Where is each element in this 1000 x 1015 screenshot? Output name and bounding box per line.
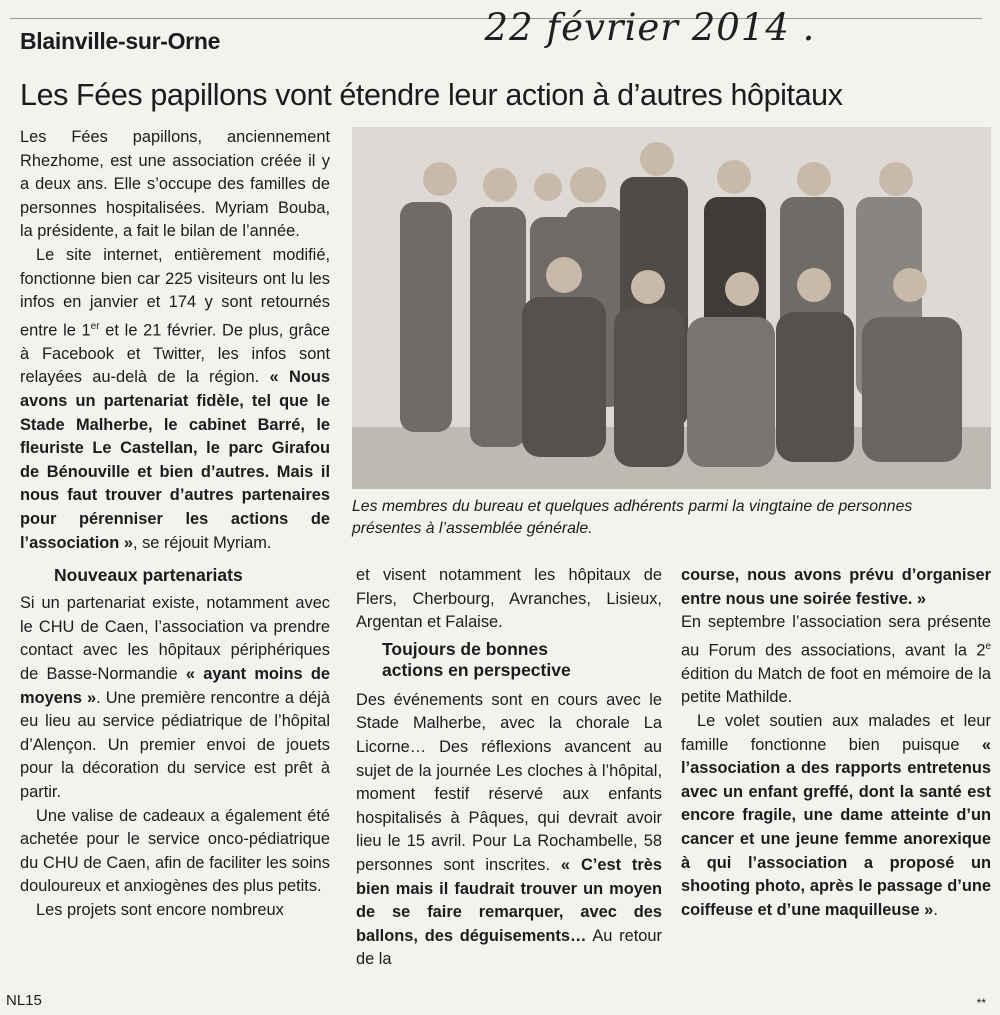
caption-line: Les membres du bureau et quelques adhérents parmi la vingtaine de personnes [352, 498, 913, 515]
paragraph: Les projets sont encore nombreux [36, 900, 284, 919]
text-run: Au retour de la [356, 926, 662, 969]
paragraph: et visent notamment les hôpitaux de Flers, Cherbourg, Avranches, Lisieux, Argentan et Falaise. [356, 566, 662, 632]
paragraph [681, 611, 991, 710]
quote-bold: « Nous avons un partenariat fidèle, tel que le Stade Malherbe, le cabinet Barré, le fleuriste Le Castellan, le parc Girafou de Bénouville et bien d’autres. Mais il nous faut trouver d’autres partenaires pour pérenniser les actions de l’association » [20, 368, 330, 552]
text-run: édition du Match de foot en mémoire de la petite Mathilde. [681, 664, 991, 707]
page-code: NL15 [6, 992, 42, 1009]
article-column-2 [356, 564, 662, 972]
photo-caption [352, 496, 991, 540]
subhead-line: actions en perspective [382, 659, 571, 680]
section-subhead [382, 639, 662, 681]
article-column-3 [681, 564, 991, 922]
quote-bold: « ayant moins de moyens » [20, 664, 330, 707]
paragraph: Une valise de cadeaux a également été achetée pour le service onco-pédiatrique du CHU de Caen, afin de faciliter les soins douloureux et anxiogènes des plus petits. [20, 806, 330, 896]
caption-line: présentes à l’assemblée générale. [352, 520, 593, 537]
quote-bold: « l’association a des rapports entretenus avec un enfant greffé, dont la santé est encore fragile, une dame atteinte d’un cancer et une jeune femme anorexique à qui l’association a proposé un shooting photo, après le passage d’une coiffeuse et d’une maquilleuse » [681, 735, 991, 919]
group-photo-illustration [352, 127, 991, 489]
text-run: , se réjouit Myriam. [132, 533, 272, 552]
paragraph [356, 689, 662, 972]
subhead-line: Toujours de bonnes [382, 638, 548, 659]
text-run: . Une première rencontre a déjà eu lieu au service pédiatrique de l’hôpital d’Alençon. Un premier envoi de jouets pour la décoration du service est prêt à partir. [20, 688, 330, 801]
quote-bold: « C’est très bien mais il faudrait trouver un moyen de se faire remarquer, avec des ballons, des déguisements… [356, 855, 662, 945]
text-run: Le site internet, entièrement modifié, fonctionne bien car 225 visiteurs ont lu les infos en janvier et 174 y sont retournés entre le 1 [20, 245, 330, 340]
text-run: Si un partenariat existe, notamment avec le CHU de Caen, l’association va prendre contact avec les hôpitaux périphériques de Basse-Normandie [20, 594, 330, 683]
quote-bold: course, nous avons prévu d’organiser entre nous une soirée festive. » [681, 566, 991, 608]
paragraph [20, 244, 330, 555]
text-run: . [933, 900, 938, 919]
superscript: er [90, 320, 100, 332]
text-run: Le volet soutien aux malades et leur famille fonctionne bien puisque [681, 712, 991, 754]
handwritten-date: 22 février 2014 . [484, 6, 816, 49]
paragraph: Les Fées papillons, anciennement Rhezhome, est une association créée il y a deux ans. Elle s’occupe des familles de personnes hospitalisées. Myriam Bouba, la présidente, a fait le bilan de l’année. [20, 128, 330, 241]
article-headline: Les Fées papillons vont étendre leur action à d’autres hôpitaux [20, 78, 843, 112]
section-subhead: Nouveaux partenariats [54, 565, 243, 586]
group-photo [352, 127, 991, 489]
footer-mark: ** [976, 996, 986, 1010]
location-kicker: Blainville-sur-Orne [20, 28, 221, 54]
superscript: e [985, 640, 991, 652]
paragraph [681, 710, 991, 922]
text-run: Des événements sont en cours avec le Stade Malherbe, avec la chorale La Licorne… Des réflexions avancent au sujet de la journée Les cloches à l’hôpital, moment festif réservé aux enfants hospitalisés à Pâques, qui devrait avoir lieu le 15 avril. Pour La Rochambelle, 58 personnes sont inscrites. [356, 690, 662, 874]
text-run: En septembre l’association sera présente au Forum des associations, avant la 2 [681, 613, 991, 660]
article-column-1 [20, 126, 330, 922]
text-run: et le 21 février. De plus, grâce à Facebook et Twitter, les infos sont relayées au-delà de la région. [20, 321, 330, 387]
paragraph [681, 564, 991, 611]
paragraph [20, 592, 330, 804]
